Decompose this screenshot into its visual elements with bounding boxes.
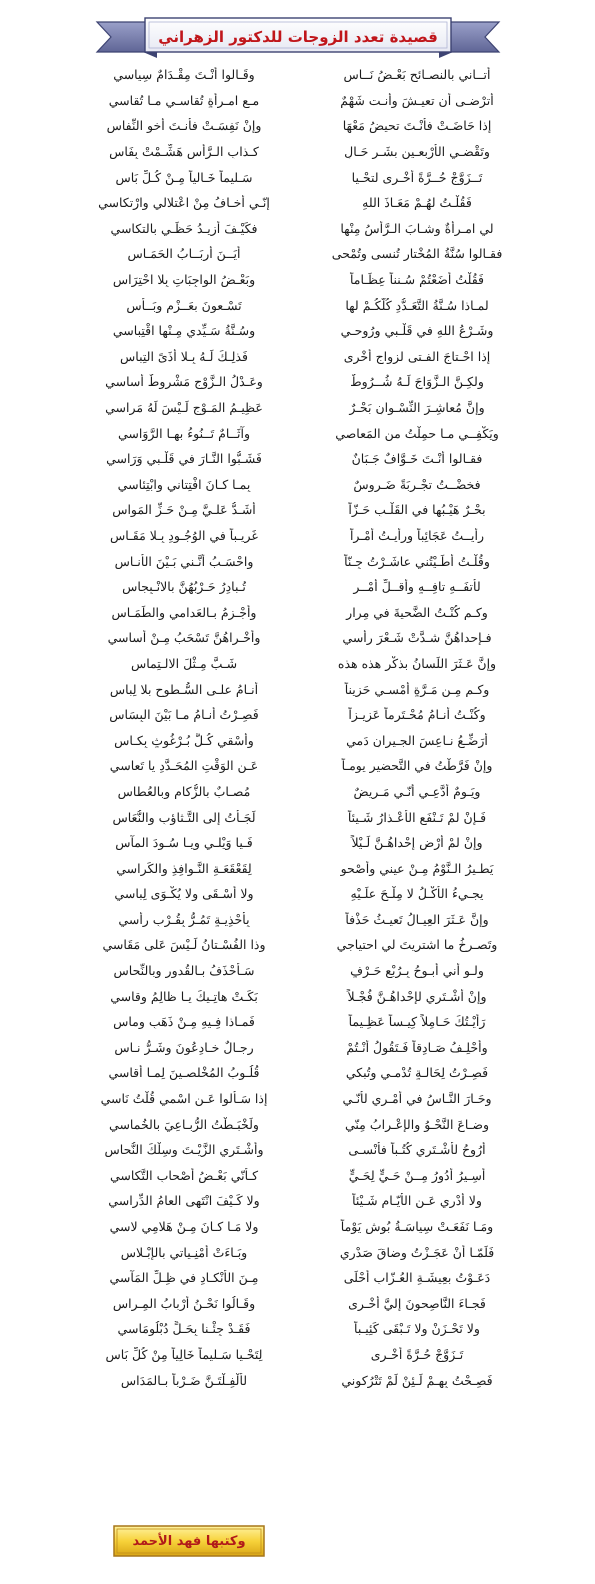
verse-first-hemistich: وضـاعَ النَّحْـوُ والإعْـرابُ مِنّي bbox=[344, 1116, 489, 1132]
verse-first-hemistich: ولكِـنَّ الـزَّوَاجَ لَـهُ شُــرُوطٌ bbox=[350, 374, 484, 390]
verse-second-hemistich: فَمـاذا فِـيهِ مِـنْ ذَهَبٍ وماسِ bbox=[113, 1014, 255, 1030]
verse-row bbox=[78, 523, 523, 549]
verse-first-hemistich: وإنَّ مُعاشِـرَ النِّسْـوانِ بَحْـرٌ bbox=[349, 400, 485, 416]
verse-row bbox=[78, 1137, 523, 1163]
verse-row bbox=[78, 497, 523, 523]
verse-second-hemistich: فَقَـدْ جِئْـنا بِحَـلٍّ دُبْلُومَاسي bbox=[117, 1321, 251, 1337]
verse-first-hemistich: لأتفَــهِ تافِــهٍ وأقــلِّ أمْــرٍ bbox=[353, 579, 481, 595]
poem-body bbox=[78, 62, 523, 1393]
verse-first-hemistich: فخضْــتُ تجْـرِبَةً ضَـروسٌ bbox=[353, 476, 481, 492]
verse-second-hemistich: عَـنِ الوَقْتِ المُحَـدَّدِ يا تَعاسي bbox=[109, 758, 259, 774]
verse-row bbox=[78, 267, 523, 293]
verse-first-hemistich: وتَقْضـي الأَرْبعـين بشَـرِ حَـالٍ bbox=[344, 144, 490, 160]
verse-second-hemistich: ولا أُسْـقَى ولا يُكْـوَى لِباسي bbox=[114, 886, 254, 902]
verse-row bbox=[78, 753, 523, 779]
verse-second-hemistich: وإنْ نَفِسَـتْ فأنـتَ أخو النِّفاسِ bbox=[106, 118, 262, 134]
verse-first-hemistich: وكـم كُنْـتُ الضَّحيةَ في مِرارٍ bbox=[346, 604, 488, 620]
verse-second-hemistich: أيَــنَ أربَــابُ الحَمَـاسِ bbox=[127, 246, 241, 262]
verse-row bbox=[78, 855, 523, 881]
verse-second-hemistich: سَـأُحْذَفُ بـالقُدورِ وبالنِّحاسِ bbox=[113, 963, 255, 979]
verse-row bbox=[78, 1265, 523, 1291]
title-banner bbox=[95, 14, 501, 60]
verse-second-hemistich: ولَخْبَـطْتُ الرُّبـاعِيَ بالخُماسي bbox=[109, 1116, 259, 1132]
verse-row bbox=[78, 1009, 523, 1035]
verse-second-hemistich: فَشَـبُّوا النَّـارَ في قَلْـبي وَرَاسي bbox=[106, 451, 262, 467]
verse-row bbox=[78, 1188, 523, 1214]
verse-second-hemistich: أشَـدُّ عَلـيَّ مِـنْ حَـزِّ المَواسِ bbox=[112, 502, 256, 518]
verse-second-hemistich: تُـبادِرُ حَـرْبُهُنَّ بالانْـبِجاسِ bbox=[122, 579, 246, 595]
verse-first-hemistich: وكـم مِـن مَـرَّةٍ أُمْسـي حَزيناً bbox=[344, 681, 490, 697]
verse-row bbox=[78, 190, 523, 216]
verse-first-hemistich: فقـالوا أنْـتَ خَـوَّافٌ جَـبَانٌ bbox=[351, 451, 483, 467]
verse-first-hemistich: لي امـرأةٌ وشـابَ الـرَّأسُ مِنْها bbox=[340, 220, 494, 236]
verse-row bbox=[78, 907, 523, 933]
verse-second-hemistich: لأُلْفِـلْتَـنَّ ضَـرْباً بـالمَدَاسِ bbox=[120, 1372, 248, 1388]
verse-second-hemistich: وذا الفُسْـتانُ لَـيْسَ عَلى مَقَاسي bbox=[102, 937, 266, 953]
verse-row bbox=[78, 779, 523, 805]
verse-first-hemistich: أرُوحُ لأشْـتَري كُتُـباً فأنْسـى bbox=[348, 1142, 486, 1158]
verse-row bbox=[78, 676, 523, 702]
verse-row bbox=[78, 1367, 523, 1393]
verse-first-hemistich: وإنْ لمْ أرْضِ إحْداهُـنَّ لَـيْلاً bbox=[351, 835, 483, 851]
verse-first-hemistich: فَـإنْ لمْ تَـنْفَعِ الأعْـذارُ شَـيئاً bbox=[347, 809, 487, 825]
verse-row bbox=[78, 164, 523, 190]
verse-second-hemistich: كـذابِ الـرَّأسِ هَشِّـمْتْ بِفَاسِ bbox=[109, 144, 259, 160]
verse-second-hemistich: وعَـدْلُ الـزَّوْجِ مَشْروطٌ أساسي bbox=[105, 374, 263, 390]
verse-row bbox=[78, 1214, 523, 1240]
verse-second-hemistich: سَـليماً خَـالياً مِـنْ كُـلِّ بَاسِ bbox=[115, 169, 253, 185]
verse-first-hemistich: يجـيءُ الأكْـلُ لا مِلْـحَ علَـيْهِ bbox=[350, 886, 484, 902]
verse-second-hemistich: لَجَـأْتُ إلى التَّـثاؤبِ والنُّعَاسِ bbox=[112, 809, 256, 825]
verse-second-hemistich: أنـامُ علـى السُّـطوحِ بلا لِباسِ bbox=[109, 681, 259, 697]
verse-second-hemistich: ولا كَـيْفَ انْتَهى العامُ الدِّراسي bbox=[108, 1193, 260, 1209]
verse-second-hemistich: مُصـابٌ بالزُّكامِ وبالعُطاسِ bbox=[117, 783, 251, 799]
verse-second-hemistich: وأُخْـراهُنَّ تَسْحَبُ مِـنْ أساسي bbox=[107, 630, 261, 646]
verse-first-hemistich: وشَـرْعُ اللهِ في قَلْـبي ورُوحـي bbox=[340, 323, 494, 339]
verse-row bbox=[78, 395, 523, 421]
verse-first-hemistich: أترْضـى أن تعيـشَ وأنـت شَهْمٌ bbox=[340, 92, 494, 108]
verse-row bbox=[78, 446, 523, 472]
verse-first-hemistich: فـإحداهُنَّ شـدَّتْ شَـعْرَ رأسي bbox=[342, 630, 492, 646]
verse-first-hemistich: أُرَضِّـعُ نـاعِسَ الجـيرانِ دَمي bbox=[346, 732, 488, 748]
verse-row bbox=[78, 727, 523, 753]
verse-row bbox=[78, 139, 523, 165]
verse-second-hemistich: شَـبَّ مِـثْلَ الالـتِماسِ bbox=[130, 655, 238, 671]
verse-first-hemistich: وحَـارَ النَّـاسُ في أمْـري لأنّـي bbox=[342, 1091, 492, 1107]
verse-row bbox=[78, 702, 523, 728]
verse-first-hemistich: أتــاني بالنصـائح بَعْـضُ نَــاس bbox=[343, 67, 491, 83]
verse-row bbox=[78, 420, 523, 446]
verse-row bbox=[78, 241, 523, 267]
verse-row bbox=[78, 113, 523, 139]
verse-second-hemistich: قُلُـوبُ المُخْلصـينَ لِمـا أُقاسي bbox=[108, 1065, 260, 1081]
verse-row bbox=[78, 804, 523, 830]
verse-second-hemistich: لِقَعْقَعَـةِ النَّـوافِذِ والكَراسي bbox=[116, 860, 252, 876]
verse-first-hemistich: أسِـيرُ أدُورُ مِــنْ حَـيٍّ لِحَـيٍّ bbox=[348, 1167, 486, 1183]
verse-second-hemistich: وآثَــامٌ تَــنُوءُ بهـا الرَّوَاسي bbox=[118, 425, 250, 441]
verse-first-hemistich: وإنَّ عَـثَرَ اللِّسانُ بذكْرِ هذه هذه bbox=[337, 655, 497, 671]
verse-first-hemistich: فَجـاءَ النَّاصِحونَ إليَّ أُخْـرى bbox=[348, 1295, 486, 1311]
verse-second-hemistich: بَكَـتْ هاتِـيكَ يـا ظالِمُ وقاسي bbox=[110, 988, 258, 1004]
verse-first-hemistich: وإنْ فَرَّطْتُ في التَّحضيرِ يومـاً bbox=[341, 758, 493, 774]
verse-row bbox=[78, 216, 523, 242]
verse-second-hemistich: فَصِـرْتُ أنـامُ مـا بَيْنَ البِسَاسِ bbox=[109, 707, 259, 723]
verse-first-hemistich: يَطـيرُ الـنَّوْمُ مِـنْ عيني وأصْحو bbox=[340, 860, 494, 876]
verse-first-hemistich: ولا أدْري عَـنِ الأيّـامِ شَـيْئاً bbox=[352, 1193, 482, 1209]
verse-first-hemistich: فَقُلْتُ أضَعْتُمْ سُـنناً عِظَـاماً bbox=[349, 272, 484, 288]
verse-second-hemistich: إذا سَـألوا عَـنِ اسْمي قُلْتُ نَاسي bbox=[100, 1091, 268, 1107]
verse-row bbox=[78, 1316, 523, 1342]
verse-second-hemistich: وقَـالوا أنْـتَ مِقْـدَامٌ سِياسي bbox=[113, 67, 255, 83]
verse-row bbox=[78, 983, 523, 1009]
verse-first-hemistich: رأيــتُ عَجَائِباً ورأيـتُ أمْـراً bbox=[349, 527, 485, 543]
verse-second-hemistich: وسُـنَّةُ سَـيِّدي مِـنْها اقْتِباسي bbox=[112, 323, 256, 339]
verse-second-hemistich: وأشْـتَري الزَّيْـتَ وسِلْكَ النُّحاسِ bbox=[104, 1142, 264, 1158]
verse-first-hemistich: دَعَـوْتُ بعِيشَـةِ العُـزّابِ أحْلَى bbox=[343, 1270, 491, 1286]
verse-second-hemistich: بِأحْذِيـةٍ تَمُـرُّ بِقُـرْبِ رأسي bbox=[118, 911, 250, 927]
verse-first-hemistich: ومَـا نَفَعَـتْ سِياسَـةُ بُوشٍ يَوْماً bbox=[340, 1219, 494, 1235]
verse-second-hemistich: ولا مَـا كـانَ مِـنْ هَلامِي لاسي bbox=[109, 1219, 259, 1235]
verse-first-hemistich: فَلَمّـا أنْ عَجَـزْتُ وضاقَ صَدْري bbox=[339, 1244, 495, 1260]
verse-row bbox=[78, 881, 523, 907]
verse-second-hemistich: فكَيْـفَ أزيـدُ حَظِّـي بالتكاسي bbox=[110, 220, 258, 236]
verse-first-hemistich: وأحْلِـفُ صَـادِقاً فَـتَقُولُ أنْـتُمْ bbox=[346, 1039, 488, 1055]
verse-second-hemistich: وأَسْقي كُـلَّ بُـرْغُوثٍ بِكـاسِ bbox=[114, 732, 254, 748]
verse-first-hemistich: فَصِـرْتُ لِحَالـةٍ تُدْمـي وتُبكي bbox=[345, 1065, 489, 1081]
verse-row bbox=[78, 369, 523, 395]
author-badge bbox=[113, 1525, 265, 1557]
verse-row bbox=[78, 574, 523, 600]
verse-second-hemistich: فَذلِـكَ لَـهُ بِـلا أذَىً التِباسِ bbox=[120, 348, 248, 364]
verse-second-hemistich: كـأنّي بَعْـضُ أصْحابِ التَّكاسي bbox=[109, 1167, 259, 1183]
verse-first-hemistich: وإنْ أشْـتَري لإحْداهُـنَّ فُجْـلاً bbox=[347, 988, 487, 1004]
verse-first-hemistich: بحْـرٌ هَيْـبُها في القَلْـبِ حَـزّاً bbox=[348, 502, 486, 518]
verse-second-hemistich: إنّـي أخـافُ مِنْ اعْتلالي وارْتكاسي bbox=[98, 195, 270, 211]
verse-row bbox=[78, 1163, 523, 1189]
verse-second-hemistich: مـع امـرأةٍ تُقاسـي مـا تُقاسي bbox=[108, 92, 260, 108]
verse-row bbox=[78, 1111, 523, 1137]
verse-first-hemistich: ويَكْفِــي مـا حمِلْتُ من المَعاصي bbox=[335, 425, 499, 441]
verse-row bbox=[78, 958, 523, 984]
verse-first-hemistich: وإنَّ عَـثَرَ العِيـالُ تَعيـثُ حَذْفاً bbox=[345, 911, 489, 927]
verse-row bbox=[78, 292, 523, 318]
verse-row bbox=[78, 344, 523, 370]
verse-second-hemistich: تَسْـعونَ بعَــزْمٍ وبَــأْسِ bbox=[126, 297, 242, 313]
verse-row bbox=[78, 625, 523, 651]
verse-row bbox=[78, 318, 523, 344]
verse-first-hemistich: تَـزَوَّجْ حُـرَّةً أُخْـرى bbox=[370, 1346, 464, 1362]
verse-row bbox=[78, 62, 523, 88]
verse-row bbox=[78, 88, 523, 114]
verse-row bbox=[78, 932, 523, 958]
verse-second-hemistich: لِتَحْـيا سَـليماً خَالِياً مِنْ كُلِّ بَاسِ bbox=[105, 1346, 263, 1362]
verse-second-hemistich: بِمـا كـانَ افْتِتاني وابْتِئاسي bbox=[117, 476, 251, 492]
verse-second-hemistich: رِجـالٌ خـادِعُونَ وشَـرُّ نـاسِ bbox=[114, 1039, 254, 1055]
verse-first-hemistich: فَقُلْـتُ لهُـمْ مَعَـاذَ اللهِ bbox=[362, 195, 472, 211]
verse-row bbox=[78, 599, 523, 625]
verse-row bbox=[78, 830, 523, 856]
verse-first-hemistich: رَأيْـتُكَ حَـامِلاً كِيـساً عَظِـيماً bbox=[348, 1014, 486, 1030]
verse-row bbox=[78, 1291, 523, 1317]
verse-first-hemistich: فقـالوا سُنَّةُ المُخْتارِ تُنسى وتُمْحى bbox=[331, 246, 503, 262]
page-title: قصيدة تعدد الزوجات للدكتور الزهراني bbox=[158, 28, 438, 46]
verse-second-hemistich: وبَعْـضُ الواجِبَاتِ بِلا احْتِرَاسِ bbox=[112, 272, 256, 288]
verse-first-hemistich: تَــزَوَّجْ حُــرَّةً أخْـرى لتحْـيا bbox=[351, 169, 483, 185]
verse-second-hemistich: وقَـالُوا نَحْـنُ أرْبابُ المِـراسِ bbox=[112, 1295, 256, 1311]
verse-second-hemistich: واحْسَـبُ أنَّـني بَـيْنَ الأُنـاسِ bbox=[114, 553, 254, 569]
verse-row bbox=[78, 1342, 523, 1368]
verse-row bbox=[78, 1035, 523, 1061]
verse-first-hemistich: إذا احْـتاجَ الفـتى لزواجٍ أخْرى bbox=[343, 348, 491, 364]
verse-row bbox=[78, 548, 523, 574]
verse-first-hemistich: لمـاذا سُـنَّةُ التَّعَـدُّدِ كُلُّكُـمْ لها bbox=[345, 297, 489, 313]
verse-first-hemistich: إذا حَاضَـتْ فأنْـتَ تحيضُ مَعْهَا bbox=[342, 118, 492, 134]
verse-row bbox=[78, 1086, 523, 1112]
verse-row bbox=[78, 1239, 523, 1265]
verse-first-hemistich: ولـو أني أبـوحُ بِـرُبْعِ حَـرْفٍ bbox=[350, 963, 484, 979]
verse-first-hemistich: فَصِـحْتُ بِهِـمْ لَـئِنْ لَمْ تَتْرُكوني bbox=[341, 1372, 493, 1388]
verse-row bbox=[78, 1060, 523, 1086]
verse-first-hemistich: ولا تَحْـزَنْ ولا تَـبْقَى كَئِيـباً bbox=[354, 1321, 480, 1337]
verse-second-hemistich: فَـيا وَيْلـي ويـا سُـودَ المآسِ bbox=[115, 835, 253, 851]
verse-second-hemistich: مِـنَ الأنْكـادِ في ظِـلِّ المَآسي bbox=[109, 1270, 259, 1286]
author-signature: وكتبها فهد الأحمد bbox=[132, 1533, 246, 1549]
verse-second-hemistich: غَريـباً في الوُجُـودِ بِـلا مَقَـاسِ bbox=[110, 527, 258, 543]
verse-second-hemistich: وبَـاءَتْ أُمْنِـياتي بالإبْـلاسِ bbox=[120, 1244, 248, 1260]
verse-second-hemistich: وأجْـزِمُ بـالعَدامي والطِّمَـاسِ bbox=[111, 604, 257, 620]
verse-first-hemistich: وقُلْـتُ أطَـيْتُني عاشَـرْتُ جِـنّاً bbox=[344, 553, 490, 569]
verse-row bbox=[78, 651, 523, 677]
verse-row bbox=[78, 472, 523, 498]
verse-first-hemistich: وكُنْـتُ أنـامُ مُحْـتَرماً عَزيـزاً bbox=[348, 707, 486, 723]
verse-second-hemistich: عَظِيـمُ المَـوْجِ لَـيْسَ لَهُ مَراسي bbox=[105, 400, 263, 416]
verse-first-hemistich: وتَصـرخُ ما اشتريتَ لي احتياجي bbox=[336, 937, 498, 953]
verse-first-hemistich: ويَـومٌ أدَّعِـي أنّـي مَـريضٌ bbox=[353, 783, 481, 799]
